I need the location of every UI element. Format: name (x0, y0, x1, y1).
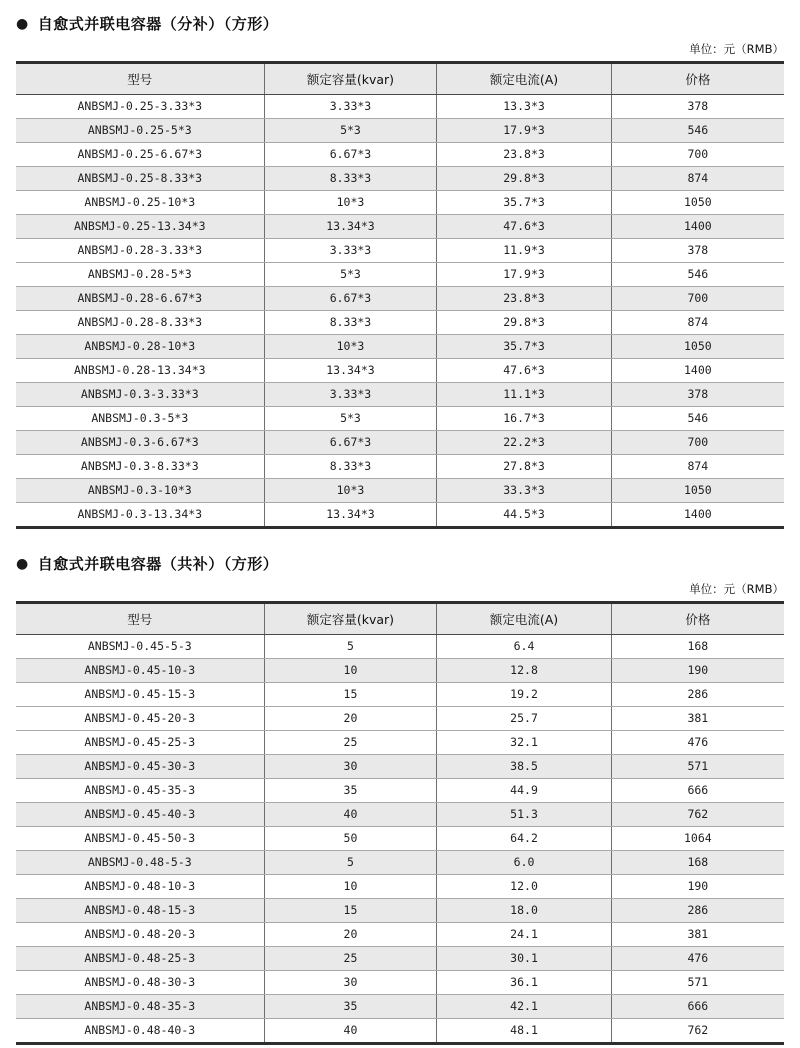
current-cell: 30.1 (437, 947, 611, 971)
table-row (16, 779, 784, 803)
capacity-cell: 10*3 (264, 191, 437, 215)
column-header-current: 额定电流(A) (437, 63, 611, 95)
header-row (16, 603, 784, 635)
current-cell: 36.1 (437, 971, 611, 995)
current-cell: 19.2 (437, 683, 611, 707)
capacity-cell: 8.33*3 (264, 167, 437, 191)
price-cell: 381 (611, 923, 784, 947)
current-cell: 11.1*3 (437, 383, 611, 407)
current-cell: 24.1 (437, 923, 611, 947)
capacity-cell: 8.33*3 (264, 311, 437, 335)
current-cell: 47.6*3 (437, 359, 611, 383)
section-title (16, 13, 784, 34)
price-cell: 666 (611, 995, 784, 1019)
table-row (16, 875, 784, 899)
price-cell: 1064 (611, 827, 784, 851)
model-cell: ANBSMJ-0.3-10*3 (16, 479, 264, 503)
table-row (16, 683, 784, 707)
model-cell: ANBSMJ-0.28-3.33*3 (16, 239, 264, 263)
model-cell: ANBSMJ-0.28-13.34*3 (16, 359, 264, 383)
current-cell: 47.6*3 (437, 215, 611, 239)
header-row (16, 63, 784, 95)
current-cell: 22.2*3 (437, 431, 611, 455)
model-cell: ANBSMJ-0.3-3.33*3 (16, 383, 264, 407)
table-row (16, 383, 784, 407)
capacity-cell: 13.34*3 (264, 359, 437, 383)
model-cell: ANBSMJ-0.48-10-3 (16, 875, 264, 899)
current-cell: 23.8*3 (437, 143, 611, 167)
table-row (16, 407, 784, 431)
current-cell: 38.5 (437, 755, 611, 779)
current-cell: 35.7*3 (437, 191, 611, 215)
price-cell: 286 (611, 899, 784, 923)
model-cell: ANBSMJ-0.25-6.67*3 (16, 143, 264, 167)
table-row (16, 503, 784, 528)
capacity-cell: 10*3 (264, 335, 437, 359)
model-cell: ANBSMJ-0.45-40-3 (16, 803, 264, 827)
model-cell: ANBSMJ-0.45-35-3 (16, 779, 264, 803)
current-cell: 33.3*3 (437, 479, 611, 503)
price-table-gongbu (16, 601, 784, 1045)
capacity-cell: 40 (264, 1019, 437, 1044)
bullet-icon: ● (16, 15, 29, 32)
capacity-cell: 50 (264, 827, 437, 851)
table-row (16, 215, 784, 239)
price-cell: 286 (611, 683, 784, 707)
capacity-cell: 5*3 (264, 407, 437, 431)
capacity-cell: 3.33*3 (264, 383, 437, 407)
model-cell: ANBSMJ-0.28-8.33*3 (16, 311, 264, 335)
section-title-text: 自愈式并联电容器（共补）（方形） (37, 555, 279, 573)
column-header-current: 额定电流(A) (437, 603, 611, 635)
capacity-cell: 35 (264, 995, 437, 1019)
current-cell: 18.0 (437, 899, 611, 923)
section-title (16, 553, 784, 574)
price-cell: 1400 (611, 215, 784, 239)
price-cell: 190 (611, 875, 784, 899)
price-cell: 546 (611, 119, 784, 143)
model-cell: ANBSMJ-0.48-40-3 (84, 1023, 196, 1037)
current-cell: 6.4 (437, 635, 611, 659)
price-cell: 571 (611, 971, 784, 995)
capacity-cell: 5 (264, 635, 437, 659)
price-cell: 874 (611, 311, 784, 335)
section-gongbu (16, 553, 784, 1045)
table-row (16, 971, 784, 995)
current-cell: 51.3 (437, 803, 611, 827)
model-cell: ANBSMJ-0.28-6.67*3 (16, 287, 264, 311)
current-cell: 13.3*3 (437, 95, 611, 119)
price-cell: 378 (611, 383, 784, 407)
current-cell: 17.9*3 (437, 119, 611, 143)
price-cell: 700 (611, 431, 784, 455)
table-row (16, 899, 784, 923)
model-cell: ANBSMJ-0.48-5-3 (16, 851, 264, 875)
section-fenbu (16, 13, 784, 529)
price-cell: 378 (611, 95, 784, 119)
table-row (16, 755, 784, 779)
capacity-cell: 3.33*3 (264, 95, 437, 119)
table-row (16, 287, 784, 311)
current-cell: 32.1 (437, 731, 611, 755)
model-cell: ANBSMJ-0.48-35-3 (16, 995, 264, 1019)
column-header-capacity: 额定容量(kvar) (264, 63, 437, 95)
table-row (16, 947, 784, 971)
capacity-cell: 20 (264, 707, 437, 731)
capacity-cell: 10*3 (264, 479, 437, 503)
table-row (16, 263, 784, 287)
price-cell: 476 (611, 947, 784, 971)
capacity-cell: 40 (264, 803, 437, 827)
capacity-cell: 6.67*3 (264, 287, 437, 311)
table-row (16, 827, 784, 851)
capacity-cell: 6.67*3 (264, 143, 437, 167)
price-cell: 1400 (611, 503, 784, 528)
column-header-price: 价格 (611, 63, 784, 95)
current-cell: 16.7*3 (437, 407, 611, 431)
price-cell: 762 (611, 803, 784, 827)
model-cell: ANBSMJ-0.25-8.33*3 (16, 167, 264, 191)
price-cell: 381 (611, 707, 784, 731)
current-cell: 12.8 (437, 659, 611, 683)
column-header-model: 型号 (16, 603, 264, 635)
table-row (16, 119, 784, 143)
price-cell: 700 (611, 143, 784, 167)
model-cell: ANBSMJ-0.3-5*3 (16, 407, 264, 431)
capacity-cell: 8.33*3 (264, 455, 437, 479)
current-cell: 29.8*3 (437, 311, 611, 335)
column-header-model: 型号 (16, 63, 264, 95)
capacity-cell: 25 (264, 731, 437, 755)
table-row (16, 167, 784, 191)
table-row (16, 455, 784, 479)
capacity-cell: 10 (264, 659, 437, 683)
capacity-cell: 20 (264, 923, 437, 947)
capacity-cell: 3.33*3 (264, 239, 437, 263)
current-cell: 29.8*3 (437, 167, 611, 191)
model-cell: ANBSMJ-0.45-10-3 (16, 659, 264, 683)
price-cell: 190 (611, 659, 784, 683)
table-row (16, 239, 784, 263)
current-cell: 12.0 (437, 875, 611, 899)
capacity-cell: 15 (264, 899, 437, 923)
capacity-cell: 5*3 (264, 263, 437, 287)
model-cell: ANBSMJ-0.45-30-3 (16, 755, 264, 779)
current-cell: 25.7 (437, 707, 611, 731)
table-row (16, 731, 784, 755)
model-cell: ANBSMJ-0.48-20-3 (16, 923, 264, 947)
model-cell: ANBSMJ-0.25-13.34*3 (16, 215, 264, 239)
model-cell: ANBSMJ-0.3-6.67*3 (16, 431, 264, 455)
current-cell: 35.7*3 (437, 335, 611, 359)
price-cell: 476 (611, 731, 784, 755)
model-cell: ANBSMJ-0.45-25-3 (16, 731, 264, 755)
table-row (16, 995, 784, 1019)
model-cell: ANBSMJ-0.48-15-3 (16, 899, 264, 923)
price-cell: 1400 (611, 359, 784, 383)
table-row (16, 659, 784, 683)
unit-label: 单位：元（RMB） (689, 582, 784, 596)
price-cell: 700 (611, 287, 784, 311)
current-cell: 42.1 (437, 995, 611, 1019)
price-cell: 168 (611, 851, 784, 875)
model-cell: ANBSMJ-0.25-3.33*3 (16, 95, 264, 119)
model-cell: ANBSMJ-0.45-15-3 (16, 683, 264, 707)
capacity-cell: 10 (264, 875, 437, 899)
price-cell: 1050 (611, 479, 784, 503)
model-cell: ANBSMJ-0.45-5-3 (16, 635, 264, 659)
capacity-cell: 25 (264, 947, 437, 971)
current-cell: 64.2 (437, 827, 611, 851)
capacity-cell: 13.34*3 (264, 215, 437, 239)
model-cell: ANBSMJ-0.45-50-3 (16, 827, 264, 851)
table-row (16, 191, 784, 215)
price-cell: 1050 (611, 191, 784, 215)
table-row (16, 335, 784, 359)
model-cell: ANBSMJ-0.25-10*3 (16, 191, 264, 215)
model-cell: ANBSMJ-0.48-25-3 (16, 947, 264, 971)
table-row (16, 635, 784, 659)
model-cell: ANBSMJ-0.3-8.33*3 (16, 455, 264, 479)
column-header-capacity: 额定容量(kvar) (264, 603, 437, 635)
current-cell: 27.8*3 (437, 455, 611, 479)
capacity-cell: 5 (264, 851, 437, 875)
price-cell: 546 (611, 407, 784, 431)
current-cell: 11.9*3 (437, 239, 611, 263)
current-cell: 48.1 (437, 1019, 611, 1044)
capacity-cell: 35 (264, 779, 437, 803)
price-cell: 571 (611, 755, 784, 779)
price-cell: 874 (611, 455, 784, 479)
model-cell: ANBSMJ-0.3-13.34*3 (77, 507, 203, 521)
table-row (16, 311, 784, 335)
price-table-fenbu (16, 61, 784, 529)
model-cell: ANBSMJ-0.45-20-3 (16, 707, 264, 731)
table-row (16, 479, 784, 503)
current-cell: 44.5*3 (437, 503, 611, 528)
table-row (16, 851, 784, 875)
current-cell: 17.9*3 (437, 263, 611, 287)
table-row (16, 95, 784, 119)
capacity-cell: 6.67*3 (264, 431, 437, 455)
current-cell: 6.0 (437, 851, 611, 875)
price-cell: 168 (611, 635, 784, 659)
model-cell: ANBSMJ-0.25-5*3 (16, 119, 264, 143)
table-row (16, 143, 784, 167)
table-row (16, 1019, 784, 1044)
table-row (16, 359, 784, 383)
price-cell: 666 (611, 779, 784, 803)
section-title-text: 自愈式并联电容器（分补）（方形） (37, 15, 279, 33)
model-cell: ANBSMJ-0.28-5*3 (16, 263, 264, 287)
capacity-cell: 30 (264, 755, 437, 779)
capacity-cell: 15 (264, 683, 437, 707)
price-cell: 762 (611, 1019, 784, 1044)
table-row (16, 803, 784, 827)
bullet-icon: ● (16, 555, 29, 572)
model-cell: ANBSMJ-0.48-30-3 (16, 971, 264, 995)
price-cell: 546 (611, 263, 784, 287)
table-row (16, 923, 784, 947)
capacity-cell: 5*3 (264, 119, 437, 143)
table-row (16, 707, 784, 731)
current-cell: 44.9 (437, 779, 611, 803)
price-cell: 874 (611, 167, 784, 191)
capacity-cell: 13.34*3 (264, 503, 437, 528)
table-row (16, 431, 784, 455)
column-header-price: 价格 (611, 603, 784, 635)
price-cell: 1050 (611, 335, 784, 359)
unit-label: 单位：元（RMB） (689, 42, 784, 56)
capacity-cell: 30 (264, 971, 437, 995)
current-cell: 23.8*3 (437, 287, 611, 311)
price-cell: 378 (611, 239, 784, 263)
model-cell: ANBSMJ-0.28-10*3 (16, 335, 264, 359)
